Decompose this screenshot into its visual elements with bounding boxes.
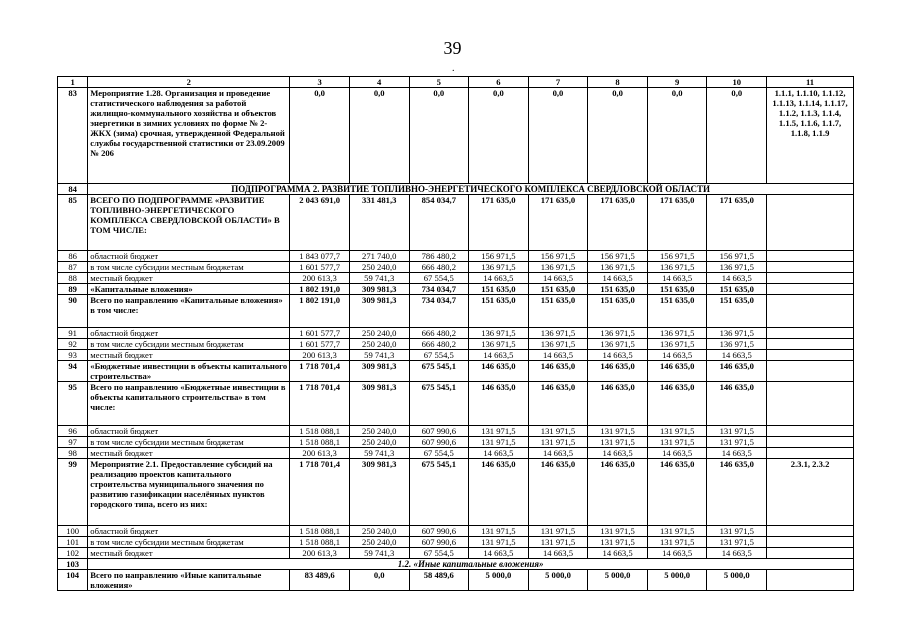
amount-cell: 14 663,5	[528, 273, 588, 284]
table-row	[58, 459, 854, 526]
amount-cell: 136 971,5	[469, 339, 529, 350]
amount-cell: 146 635,0	[528, 361, 588, 382]
target-indicators	[767, 195, 854, 251]
amount-cell: 607 990,6	[409, 437, 469, 448]
amount-cell: 0,0	[528, 88, 588, 184]
row-name: Мероприятие 1.28. Организация и проведение статистического наблюдения за работой жилищно-коммунального хозяйства и объектов энергетики в зимних условиях по форме № 2-ЖКХ (зима) срочная, утвержденной Федеральной службы государственной статистики от 23.09.2009 № 206	[88, 88, 290, 184]
amount-cell: 14 663,5	[707, 448, 767, 459]
amount-cell: 250 240,0	[349, 437, 409, 448]
target-indicators	[767, 548, 854, 559]
table-row	[58, 251, 854, 262]
amount-cell: 131 971,5	[647, 426, 707, 437]
amount-cell: 151 635,0	[588, 284, 648, 295]
amount-cell: 1 718 701,4	[290, 361, 350, 382]
amount-cell: 309 981,3	[349, 361, 409, 382]
amount-cell: 131 971,5	[528, 426, 588, 437]
row-name: «Капитальные вложения»	[88, 284, 290, 295]
amount-cell: 136 971,5	[707, 339, 767, 350]
table-row	[58, 382, 854, 426]
row-name: областной бюджет	[88, 526, 290, 537]
amount-cell: 854 034,7	[409, 195, 469, 251]
amount-cell: 151 635,0	[647, 295, 707, 328]
amount-cell: 131 971,5	[528, 437, 588, 448]
amount-cell: 14 663,5	[588, 273, 648, 284]
table-row	[58, 426, 854, 437]
target-indicators	[767, 382, 854, 426]
amount-cell: 14 663,5	[588, 350, 648, 361]
amount-cell: 309 981,3	[349, 284, 409, 295]
amount-cell: 59 741,3	[349, 548, 409, 559]
amount-cell: 0,0	[349, 88, 409, 184]
amount-cell: 1 601 577,7	[290, 328, 350, 339]
amount-cell: 14 663,5	[647, 548, 707, 559]
page-number: 39	[443, 38, 462, 58]
amount-cell: 59 741,3	[349, 273, 409, 284]
row-name: местный бюджет	[88, 548, 290, 559]
amount-cell: 131 971,5	[588, 537, 648, 548]
amount-cell: 250 240,0	[349, 339, 409, 350]
target-indicators	[767, 570, 854, 591]
amount-cell: 131 971,5	[588, 526, 648, 537]
target-indicators	[767, 328, 854, 339]
row-number: 95	[58, 382, 88, 426]
amount-cell: 5 000,0	[588, 570, 648, 591]
column-header: 9	[647, 77, 707, 88]
amount-cell: 171 635,0	[588, 195, 648, 251]
amount-cell: 5 000,0	[647, 570, 707, 591]
amount-cell: 156 971,5	[707, 251, 767, 262]
amount-cell: 666 480,2	[409, 328, 469, 339]
amount-cell: 67 554,5	[409, 350, 469, 361]
target-indicators	[767, 251, 854, 262]
amount-cell: 151 635,0	[707, 284, 767, 295]
amount-cell: 14 663,5	[647, 448, 707, 459]
amount-cell: 136 971,5	[588, 328, 648, 339]
table-row	[58, 526, 854, 537]
row-name: в том числе субсидии местным бюджетам	[88, 339, 290, 350]
amount-cell: 14 663,5	[469, 350, 529, 361]
amount-cell: 146 635,0	[469, 382, 529, 426]
amount-cell: 131 971,5	[588, 426, 648, 437]
row-number: 93	[58, 350, 88, 361]
target-indicators	[767, 339, 854, 350]
table-row	[58, 339, 854, 350]
amount-cell: 146 635,0	[588, 459, 648, 526]
table-row	[58, 537, 854, 548]
amount-cell: 14 663,5	[707, 273, 767, 284]
amount-cell: 250 240,0	[349, 537, 409, 548]
amount-cell: 131 971,5	[469, 537, 529, 548]
section-title: ПОДПРОГРАММА 2. РАЗВИТИЕ ТОПЛИВНО-ЭНЕРГЕТИЧЕСКОГО КОМПЛЕКСА СВЕРДЛОВСКОЙ ОБЛАСТИ	[88, 184, 854, 195]
amount-cell: 14 663,5	[528, 548, 588, 559]
amount-cell: 1 718 701,4	[290, 459, 350, 526]
amount-cell: 607 990,6	[409, 537, 469, 548]
amount-cell: 146 635,0	[588, 382, 648, 426]
amount-cell: 666 480,2	[409, 339, 469, 350]
amount-cell: 2 043 691,0	[290, 195, 350, 251]
amount-cell: 171 635,0	[647, 195, 707, 251]
amount-cell: 136 971,5	[588, 262, 648, 273]
amount-cell: 0,0	[290, 88, 350, 184]
column-header: 11	[767, 77, 854, 88]
row-number: 87	[58, 262, 88, 273]
row-name: «Бюджетные инвестиции в объекты капитального строительства»	[88, 361, 290, 382]
target-indicators	[767, 361, 854, 382]
page-mark: .	[452, 63, 455, 74]
row-number: 98	[58, 448, 88, 459]
amount-cell: 151 635,0	[469, 295, 529, 328]
target-indicators: 1.1.1, 1.1.10, 1.1.12, 1.1.13, 1.1.14, 1.1.17, 1.1.2, 1.1.3, 1.1.4, 1.1.5, 1.1.6, 1.1.7, 1.1.8, 1.1.9	[767, 88, 854, 184]
amount-cell: 136 971,5	[528, 339, 588, 350]
amount-cell: 136 971,5	[528, 262, 588, 273]
amount-cell: 83 489,6	[290, 570, 350, 591]
amount-cell: 146 635,0	[469, 361, 529, 382]
amount-cell: 5 000,0	[469, 570, 529, 591]
amount-cell: 271 740,0	[349, 251, 409, 262]
column-header: 5	[409, 77, 469, 88]
table-row	[58, 284, 854, 295]
table-row	[58, 350, 854, 361]
amount-cell: 675 545,1	[409, 459, 469, 526]
amount-cell: 67 554,5	[409, 548, 469, 559]
column-header: 7	[528, 77, 588, 88]
row-number: 99	[58, 459, 88, 526]
amount-cell: 146 635,0	[647, 382, 707, 426]
amount-cell: 200 613,3	[290, 350, 350, 361]
row-number: 86	[58, 251, 88, 262]
column-header: 8	[588, 77, 648, 88]
amount-cell: 136 971,5	[469, 328, 529, 339]
amount-cell: 151 635,0	[707, 295, 767, 328]
row-number: 101	[58, 537, 88, 548]
table-row	[58, 184, 854, 195]
amount-cell: 250 240,0	[349, 426, 409, 437]
amount-cell: 146 635,0	[707, 459, 767, 526]
amount-cell: 0,0	[647, 88, 707, 184]
budget-table	[57, 76, 854, 591]
row-name: Всего по направлению «Капитальные вложения» в том числе:	[88, 295, 290, 328]
row-number: 85	[58, 195, 88, 251]
amount-cell: 14 663,5	[469, 548, 529, 559]
amount-cell: 1 601 577,7	[290, 339, 350, 350]
table-row	[58, 559, 854, 570]
table-row	[58, 548, 854, 559]
amount-cell: 250 240,0	[349, 262, 409, 273]
amount-cell: 151 635,0	[647, 284, 707, 295]
table-row	[58, 437, 854, 448]
row-name: Мероприятие 2.1. Предоставление субсидий на реализацию проектов капитального строительства муниципального значения по развитию газификации населённых пунктов городского типа, всего из них:	[88, 459, 290, 526]
row-number: 88	[58, 273, 88, 284]
amount-cell: 136 971,5	[647, 262, 707, 273]
amount-cell: 309 981,3	[349, 382, 409, 426]
table-row	[58, 361, 854, 382]
amount-cell: 136 971,5	[528, 328, 588, 339]
amount-cell: 151 635,0	[528, 284, 588, 295]
target-indicators	[767, 448, 854, 459]
target-indicators	[767, 350, 854, 361]
row-number: 90	[58, 295, 88, 328]
table-row	[58, 448, 854, 459]
amount-cell: 200 613,3	[290, 448, 350, 459]
amount-cell: 786 480,2	[409, 251, 469, 262]
amount-cell: 0,0	[409, 88, 469, 184]
amount-cell: 131 971,5	[707, 526, 767, 537]
amount-cell: 331 481,3	[349, 195, 409, 251]
table-row	[58, 273, 854, 284]
row-name: Всего по направлению «Иные капитальные вложения»	[88, 570, 290, 591]
amount-cell: 14 663,5	[707, 548, 767, 559]
column-header: 6	[469, 77, 529, 88]
amount-cell: 14 663,5	[528, 350, 588, 361]
amount-cell: 675 545,1	[409, 382, 469, 426]
row-number: 94	[58, 361, 88, 382]
amount-cell: 1 518 088,1	[290, 537, 350, 548]
amount-cell: 607 990,6	[409, 426, 469, 437]
amount-cell: 131 971,5	[528, 537, 588, 548]
amount-cell: 1 518 088,1	[290, 526, 350, 537]
amount-cell: 131 971,5	[707, 426, 767, 437]
column-header: 10	[707, 77, 767, 88]
amount-cell: 734 034,7	[409, 284, 469, 295]
amount-cell: 675 545,1	[409, 361, 469, 382]
table-row	[58, 195, 854, 251]
row-number: 96	[58, 426, 88, 437]
target-indicators	[767, 262, 854, 273]
target-indicators	[767, 437, 854, 448]
amount-cell: 0,0	[469, 88, 529, 184]
amount-cell: 607 990,6	[409, 526, 469, 537]
amount-cell: 1 601 577,7	[290, 262, 350, 273]
row-name: областной бюджет	[88, 251, 290, 262]
amount-cell: 1 802 191,0	[290, 295, 350, 328]
amount-cell: 14 663,5	[647, 273, 707, 284]
amount-cell: 131 971,5	[647, 437, 707, 448]
row-number: 91	[58, 328, 88, 339]
target-indicators	[767, 526, 854, 537]
amount-cell: 67 554,5	[409, 273, 469, 284]
amount-cell: 59 741,3	[349, 448, 409, 459]
amount-cell: 14 663,5	[469, 273, 529, 284]
row-number: 100	[58, 526, 88, 537]
amount-cell: 131 971,5	[647, 537, 707, 548]
amount-cell: 156 971,5	[647, 251, 707, 262]
amount-cell: 734 034,7	[409, 295, 469, 328]
amount-cell: 14 663,5	[528, 448, 588, 459]
amount-cell: 136 971,5	[707, 328, 767, 339]
amount-cell: 67 554,5	[409, 448, 469, 459]
row-number: 97	[58, 437, 88, 448]
amount-cell: 200 613,3	[290, 548, 350, 559]
amount-cell: 250 240,0	[349, 328, 409, 339]
table-row	[58, 570, 854, 591]
amount-cell: 136 971,5	[588, 339, 648, 350]
amount-cell: 250 240,0	[349, 526, 409, 537]
amount-cell: 1 518 088,1	[290, 437, 350, 448]
amount-cell: 131 971,5	[469, 437, 529, 448]
table-row	[58, 262, 854, 273]
amount-cell: 136 971,5	[707, 262, 767, 273]
row-name: областной бюджет	[88, 426, 290, 437]
amount-cell: 131 971,5	[707, 537, 767, 548]
row-name: ВСЕГО ПО ПОДПРОГРАММЕ «РАЗВИТИЕ ТОПЛИВНО-ЭНЕРГЕТИЧЕСКОГО КОМПЛЕКСА СВЕРДЛОВСКОЙ ОБЛАСТИ» В ТОМ ЧИСЛЕ:	[88, 195, 290, 251]
column-header: 3	[290, 77, 350, 88]
amount-cell: 136 971,5	[469, 262, 529, 273]
amount-cell: 1 802 191,0	[290, 284, 350, 295]
row-name: в том числе субсидии местным бюджетам	[88, 537, 290, 548]
amount-cell: 146 635,0	[588, 361, 648, 382]
amount-cell: 200 613,3	[290, 273, 350, 284]
amount-cell: 146 635,0	[528, 459, 588, 526]
amount-cell: 151 635,0	[528, 295, 588, 328]
row-number: 103	[58, 559, 88, 570]
column-header: 2	[88, 77, 290, 88]
amount-cell: 14 663,5	[707, 350, 767, 361]
target-indicators	[767, 284, 854, 295]
amount-cell: 146 635,0	[469, 459, 529, 526]
amount-cell: 59 741,3	[349, 350, 409, 361]
row-name: в том числе субсидии местным бюджетам	[88, 262, 290, 273]
amount-cell: 156 971,5	[469, 251, 529, 262]
row-number: 89	[58, 284, 88, 295]
target-indicators: 2.3.1, 2.3.2	[767, 459, 854, 526]
amount-cell: 131 971,5	[588, 437, 648, 448]
column-header: 4	[349, 77, 409, 88]
amount-cell: 151 635,0	[469, 284, 529, 295]
row-name: Всего по направлению «Бюджетные инвестиции в объекты капитального строительства» в том числе:	[88, 382, 290, 426]
amount-cell: 0,0	[588, 88, 648, 184]
amount-cell: 14 663,5	[588, 448, 648, 459]
amount-cell: 146 635,0	[707, 361, 767, 382]
table-row	[58, 88, 854, 184]
amount-cell: 156 971,5	[528, 251, 588, 262]
row-name: в том числе субсидии местным бюджетам	[88, 437, 290, 448]
table-row	[58, 295, 854, 328]
target-indicators	[767, 537, 854, 548]
amount-cell: 146 635,0	[647, 361, 707, 382]
header-row	[58, 77, 854, 88]
amount-cell: 1 843 077,7	[290, 251, 350, 262]
amount-cell: 1 518 088,1	[290, 426, 350, 437]
row-name: местный бюджет	[88, 448, 290, 459]
amount-cell: 5 000,0	[707, 570, 767, 591]
row-number: 92	[58, 339, 88, 350]
row-number: 104	[58, 570, 88, 591]
amount-cell: 131 971,5	[707, 437, 767, 448]
amount-cell: 309 981,3	[349, 459, 409, 526]
amount-cell: 156 971,5	[588, 251, 648, 262]
target-indicators	[767, 295, 854, 328]
amount-cell: 146 635,0	[707, 382, 767, 426]
amount-cell: 666 480,2	[409, 262, 469, 273]
row-name: областной бюджет	[88, 328, 290, 339]
amount-cell: 58 489,6	[409, 570, 469, 591]
amount-cell: 131 971,5	[647, 526, 707, 537]
target-indicators	[767, 273, 854, 284]
row-name: местный бюджет	[88, 273, 290, 284]
amount-cell: 309 981,3	[349, 295, 409, 328]
amount-cell: 0,0	[349, 570, 409, 591]
column-header: 1	[58, 77, 88, 88]
amount-cell: 1 718 701,4	[290, 382, 350, 426]
amount-cell: 131 971,5	[528, 526, 588, 537]
amount-cell: 136 971,5	[647, 339, 707, 350]
row-name: местный бюджет	[88, 350, 290, 361]
amount-cell: 14 663,5	[647, 350, 707, 361]
amount-cell: 171 635,0	[528, 195, 588, 251]
amount-cell: 146 635,0	[647, 459, 707, 526]
amount-cell: 171 635,0	[469, 195, 529, 251]
amount-cell: 5 000,0	[528, 570, 588, 591]
amount-cell: 136 971,5	[647, 328, 707, 339]
table-row	[58, 328, 854, 339]
row-number: 102	[58, 548, 88, 559]
amount-cell: 171 635,0	[707, 195, 767, 251]
amount-cell: 0,0	[707, 88, 767, 184]
amount-cell: 151 635,0	[588, 295, 648, 328]
amount-cell: 14 663,5	[588, 548, 648, 559]
target-indicators	[767, 426, 854, 437]
amount-cell: 131 971,5	[469, 526, 529, 537]
row-number: 84	[58, 184, 88, 195]
amount-cell: 14 663,5	[469, 448, 529, 459]
amount-cell: 146 635,0	[528, 382, 588, 426]
amount-cell: 131 971,5	[469, 426, 529, 437]
row-number: 83	[58, 88, 88, 184]
section-title: 1.2. «Иные капитальные вложения»	[88, 559, 854, 570]
